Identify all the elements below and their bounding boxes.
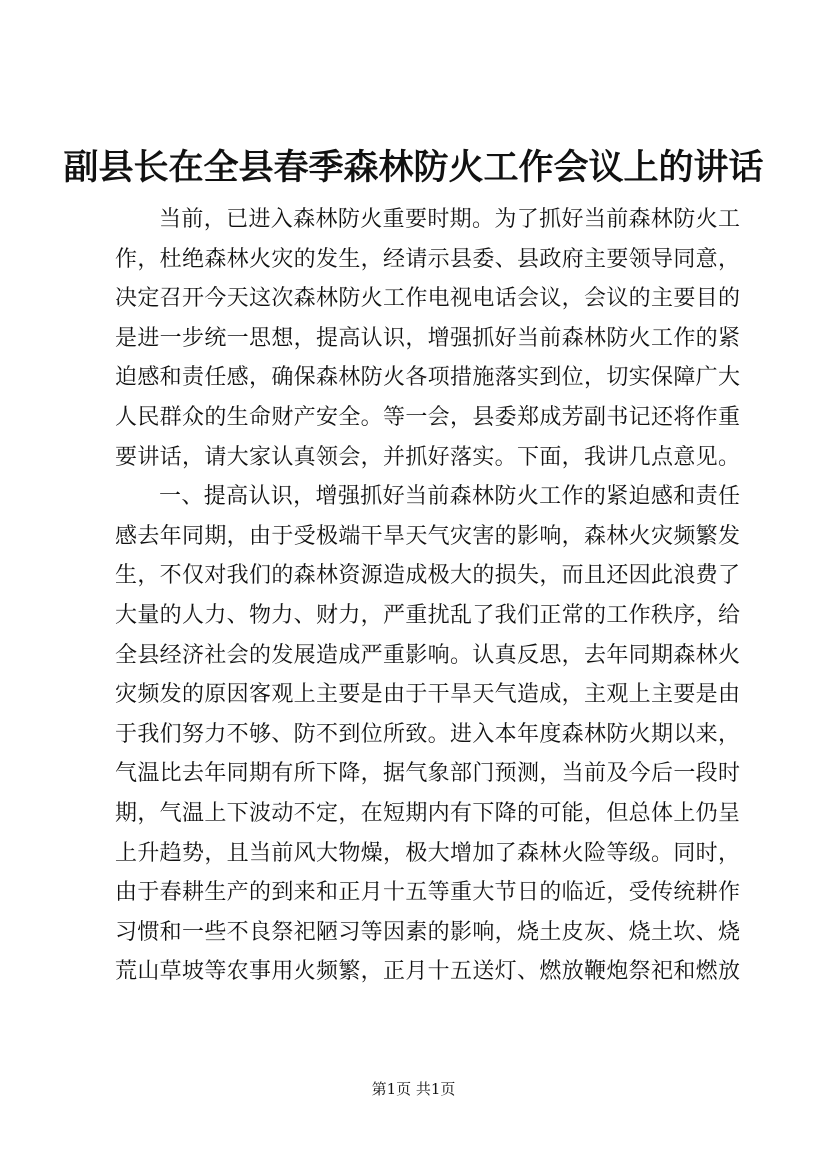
body-line: 于我们努力不够、防不到位所致。进入本年度森林防火期以来， [115,721,740,747]
page-footer: 第1页 共1页 [371,1080,456,1098]
body-line: 一、提高认识，增强抓好当前森林防火工作的紧迫感和责任 [159,484,740,510]
body-line: 由于春耕生产的到来和正月十五等重大节日的临近，受传统耕作 [115,880,740,906]
body-line: 荒山草坡等农事用火频繁，正月十五送灯、燃放鞭炮祭祀和燃放 [115,959,740,985]
body-line: 迫感和责任感，确保森林防火各项措施落实到位，切实保障广大 [115,365,740,391]
document-body [115,200,740,992]
body-line: 当前，已进入森林防火重要时期。为了抓好当前森林防火工 [159,207,740,232]
body-line: 决定召开今天这次森林防火工作电视电话会议，会议的主要目的 [115,286,740,312]
body-line: 作，杜绝森林火灾的发生，经请示县委、县政府主要领导同意， [115,246,740,272]
body-line: 灾频发的原因客观上主要是由于干旱天气造成，主观上主要是由 [115,682,740,708]
body-line: 期，气温上下波动不定，在短期内有下降的可能，但总体上仍呈 [115,800,740,826]
body-line: 感去年同期，由于受极端干旱天气灾害的影响，森林火灾频繁发 [115,523,740,549]
body-line: 上升趋势，且当前风大物燥，极大增加了森林火险等级。同时， [115,840,740,866]
body-line: 气温比去年同期有所下降，据气象部门预测，当前及今后一段时 [115,761,740,787]
body-line: 大量的人力、物力、财力，严重扰乱了我们正常的工作秩序，给 [115,602,740,628]
body-line: 全县经济社会的发展造成严重影响。认真反思，去年同期森林火 [115,642,740,668]
body-line: 生，不仅对我们的森林资源造成极大的损失，而且还因此浪费了 [115,563,740,589]
body-line: 人民群众的生命财产安全。等一会，县委郑成芳副书记还将作重 [115,404,740,430]
body-line: 是进一步统一思想，提高认识，增强抓好当前森林防火工作的紧 [115,325,740,351]
body-line: 习惯和一些不良祭祀陋习等因素的影响，烧土皮灰、烧土坎、烧 [115,919,740,945]
body-line: 要讲话，请大家认真领会，并抓好落实。下面，我讲几点意见。 [115,444,740,470]
document-title: 副县长在全县春季森林防火工作会议上的讲话 [63,147,764,188]
